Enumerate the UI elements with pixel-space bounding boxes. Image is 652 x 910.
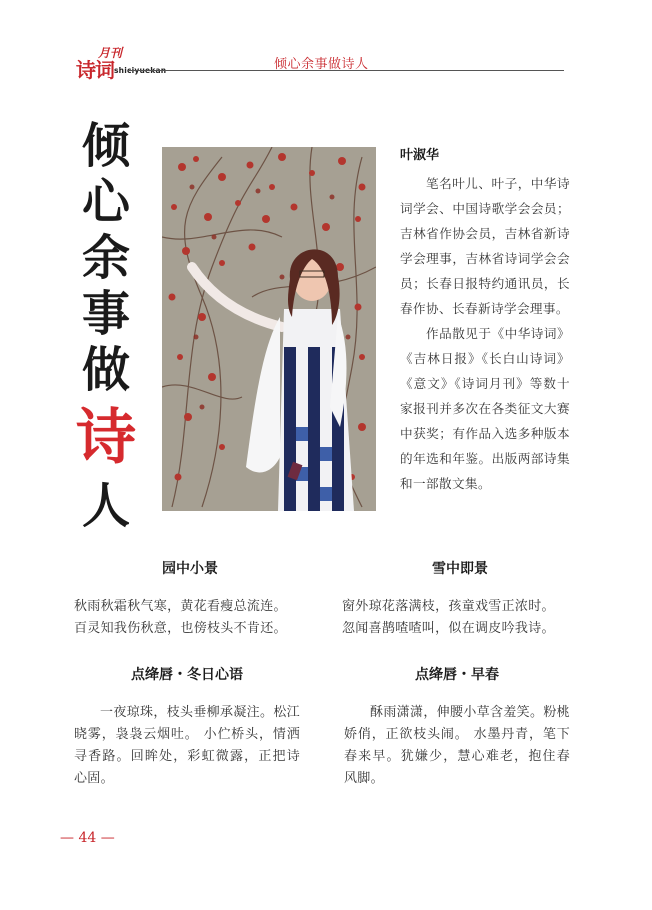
poem-body: 酥雨潇潇，伸腰小草含羞笑。粉桃娇俏，正欲枝头闹。 水墨丹青，笔下春来早。犹嫌少，慧心难老，抱住春风脚。: [344, 705, 570, 786]
title-char: 心: [81, 174, 130, 230]
poem-title: 点绛唇・早春: [415, 667, 499, 683]
bio-paragraph: 作品散见于《中华诗词》《吉林日报》《长白山诗词》《意文》《诗词月刊》等数十家报刊并多次在各类征文大赛中获奖；有作品入选多种版本的年选和年鉴。出版两部诗集和一部散文集。: [400, 326, 570, 491]
poem-body: [342, 596, 578, 640]
author-bio: [400, 145, 570, 496]
title-char: 人: [81, 478, 130, 534]
poem-title: 雪中即景: [432, 561, 488, 577]
poem-body: 一夜琼珠，枝头垂柳承凝注。松江晓雾，袅袅云烟吐。 小伫桥头，情洒寻香路。回眸处，彩虹微露，正把诗心固。: [74, 705, 300, 786]
poem: [344, 662, 570, 790]
poem: [74, 662, 300, 790]
poem-line: 窗外琼花落满枝，孩童戏雪正浓时。: [342, 599, 555, 614]
page-number: — 44 —: [60, 830, 115, 846]
title-char: 倾: [81, 118, 130, 174]
poem-line: 秋雨秋霜秋气寒，黄花看瘦总流连。: [74, 599, 287, 614]
poem-title: 园中小景: [162, 561, 218, 577]
logo-sub-text: 月刊: [98, 46, 123, 60]
poem-body: [74, 596, 306, 640]
bio-paragraph: 笔名叶儿、叶子，中华诗词学会、中国诗歌学会会员；吉林省作协会员，吉林省新诗学会理事，吉林省诗词学会会员；长春日报特约通讯员，长春作协、长春新诗学会理事。: [400, 176, 570, 316]
page-header: [0, 0, 652, 90]
author-photo: [162, 147, 376, 511]
logo-pinyin: shiciyuekan: [114, 66, 167, 75]
poem-title: 点绛唇・冬日心语: [131, 667, 243, 683]
running-title: 倾心余事做诗人: [274, 57, 369, 72]
author-name: 叶淑华: [400, 148, 440, 163]
poem-line: 忽闻喜鹊喳喳叫，似在调皮吟我诗。: [342, 621, 555, 636]
title-char-highlight: 诗: [76, 403, 136, 473]
title-char: 做: [81, 342, 130, 398]
poem: [74, 556, 306, 640]
title-char: 事: [81, 286, 130, 342]
feature-title: [66, 118, 146, 534]
poem-line: 百灵知我伤秋意，也傍枝头不肯还。: [74, 621, 287, 636]
poem: [342, 556, 578, 640]
magazine-logo: [76, 44, 167, 82]
logo-main-text: 诗词: [76, 58, 114, 82]
title-char: 余: [81, 230, 130, 286]
